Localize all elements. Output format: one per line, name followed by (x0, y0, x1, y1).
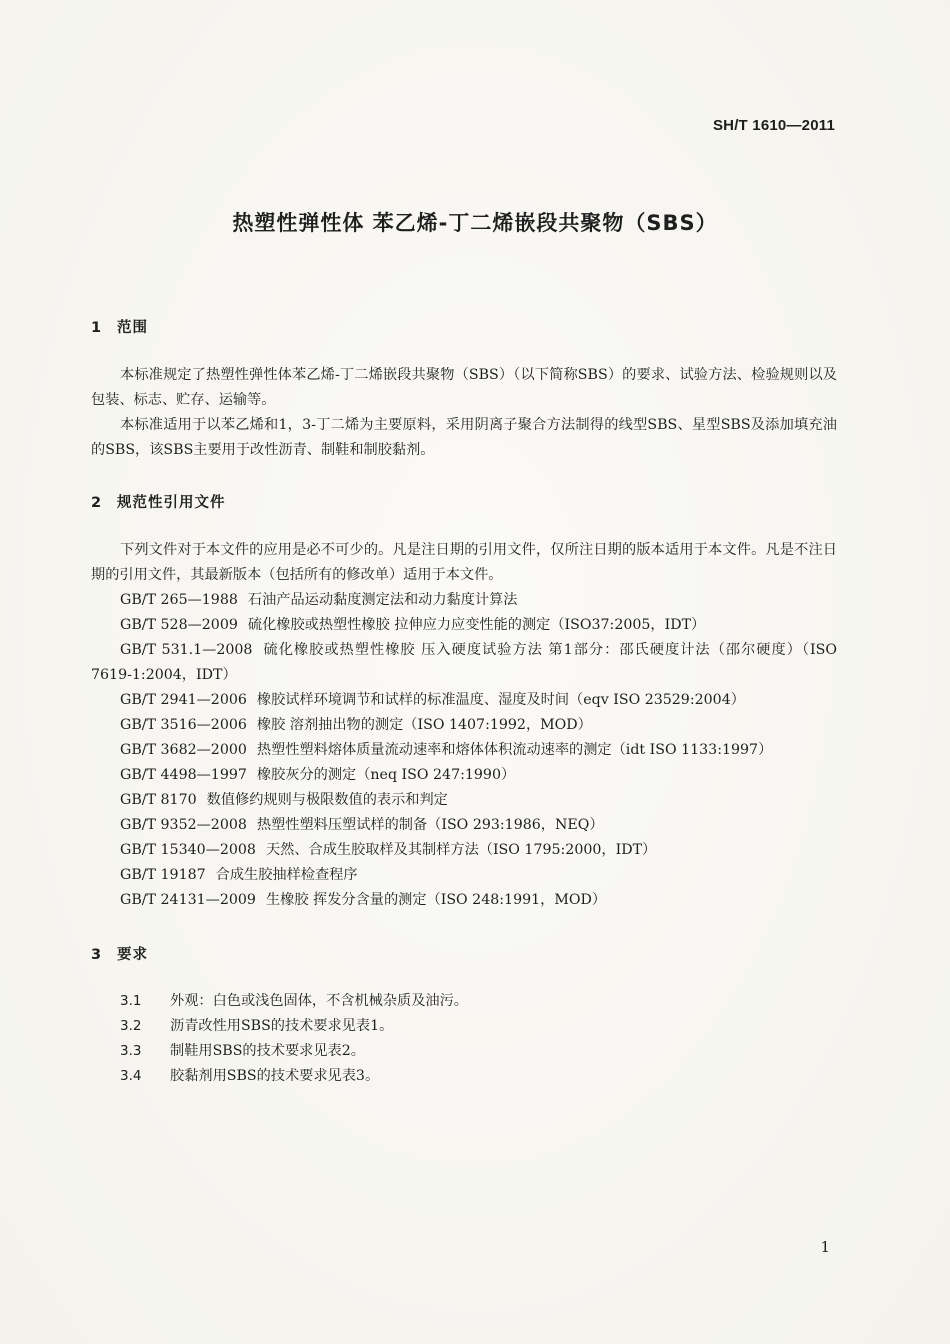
reference-title: 热塑性塑料压塑试样的制备（ISO 293:1986，NEQ） (256, 817, 604, 833)
reference-code: GB/T 531.1—2008 (120, 642, 253, 658)
standard-code: SH/T 1610—2011 (712, 117, 835, 134)
reference-code: GB/T 9352—2008 (120, 817, 247, 833)
reference-title: 橡胶试样环境调节和试样的标准温度、湿度及时间（eqv ISO 23529:2004） (256, 692, 745, 708)
requirement-number: 3.2 (120, 1018, 142, 1034)
reference-code: GB/T 3516—2006 (120, 717, 247, 733)
reference-item (91, 613, 837, 638)
section-1-heading (91, 316, 148, 337)
section-number: 1 (91, 320, 103, 336)
reference-title: 硫化橡胶或热塑性橡胶 压入硬度试验方法 第1部分：邵氏硬度计法（邵尔硬度）（ISO 7619-1:2004，IDT） (91, 642, 838, 683)
page-number: 1 (820, 1238, 830, 1256)
requirements-list (120, 989, 837, 1089)
reference-title: 热塑性塑料熔体质量流动速率和熔体体积流动速率的测定（idt ISO 1133:1997） (256, 742, 773, 758)
reference-title: 天然、合成生胶取样及其制样方法（ISO 1795:2000，IDT） (265, 842, 657, 858)
reference-title: 硫化橡胶或热塑性橡胶 拉伸应力应变性能的测定（ISO37:2005，IDT） (247, 617, 706, 633)
section-title: 要求 (117, 947, 148, 963)
requirement-item (120, 1014, 837, 1039)
section-2-heading (91, 491, 226, 512)
reference-code: GB/T 19187 (120, 867, 206, 883)
requirement-item (120, 989, 837, 1014)
reference-title: 橡胶 溶剂抽出物的测定（ISO 1407:1992，MOD） (256, 717, 592, 733)
document-title: 热塑性弹性体 苯乙烯-丁二烯嵌段共聚物（SBS） (232, 211, 718, 235)
requirement-text: 胶黏剂用SBS的技术要求见表3。 (170, 1068, 380, 1084)
reference-item (91, 763, 837, 788)
requirement-item (120, 1039, 837, 1064)
requirement-text: 沥青改性用SBS的技术要求见表1。 (170, 1018, 394, 1034)
reference-title: 合成生胶抽样检查程序 (215, 867, 358, 883)
requirement-text: 外观：白色或浅色固体，不含机械杂质及油污。 (170, 993, 468, 1009)
reference-code: GB/T 3682—2000 (120, 742, 247, 758)
reference-title: 石油产品运动黏度测定法和动力黏度计算法 (247, 592, 518, 608)
reference-code: GB/T 24131—2009 (120, 892, 256, 908)
reference-code: GB/T 15340—2008 (120, 842, 256, 858)
scope-paragraph-2: 本标准适用于以苯乙烯和1，3-丁二烯为主要原料，采用阴离子聚合方法制得的线型SBS、星型SBS及添加填充油的SBS，该SBS主要用于改性沥青、制鞋和制胶黏剂。 (91, 417, 837, 458)
reference-code: GB/T 8170 (120, 792, 197, 808)
reference-item (91, 638, 837, 688)
section-number: 3 (91, 947, 103, 963)
scope-paragraph-1: 本标准规定了热塑性弹性体苯乙烯-丁二烯嵌段共聚物（SBS）（以下简称SBS）的要求、试验方法、检验规则以及包装、标志、贮存、运输等。 (91, 367, 837, 408)
reference-item (91, 863, 837, 888)
requirement-number: 3.1 (120, 993, 142, 1009)
reference-item (91, 588, 837, 613)
requirement-number: 3.4 (120, 1068, 142, 1084)
requirement-number: 3.3 (120, 1043, 142, 1059)
reference-item (91, 788, 837, 813)
reference-item (91, 688, 837, 713)
requirement-item (120, 1064, 837, 1089)
reference-title: 数值修约规则与极限数值的表示和判定 (206, 792, 448, 808)
reference-code: GB/T 4498—1997 (120, 767, 247, 783)
reference-title: 生橡胶 挥发分含量的测定（ISO 248:1991，MOD） (265, 892, 607, 908)
section-title: 范围 (117, 320, 148, 336)
section-title: 规范性引用文件 (117, 495, 226, 511)
reference-code: GB/T 2941—2006 (120, 692, 247, 708)
reference-item (91, 838, 837, 863)
reference-code: GB/T 265—1988 (120, 592, 238, 608)
reference-item (91, 888, 837, 913)
reference-item (91, 738, 837, 763)
reference-item (91, 813, 837, 838)
reference-code: GB/T 528—2009 (120, 617, 238, 633)
reference-list (91, 588, 837, 913)
section-number: 2 (91, 495, 103, 511)
reference-item (91, 713, 837, 738)
requirement-text: 制鞋用SBS的技术要求见表2。 (170, 1043, 365, 1059)
section-3-heading (91, 943, 148, 964)
reference-title: 橡胶灰分的测定（neq ISO 247:1990） (256, 767, 516, 783)
normative-refs-intro: 下列文件对于本文件的应用是必不可少的。凡是注日期的引用文件，仅所注日期的版本适用于本文件。凡是不注日期的引用文件，其最新版本（包括所有的修改单）适用于本文件。 (91, 542, 837, 583)
